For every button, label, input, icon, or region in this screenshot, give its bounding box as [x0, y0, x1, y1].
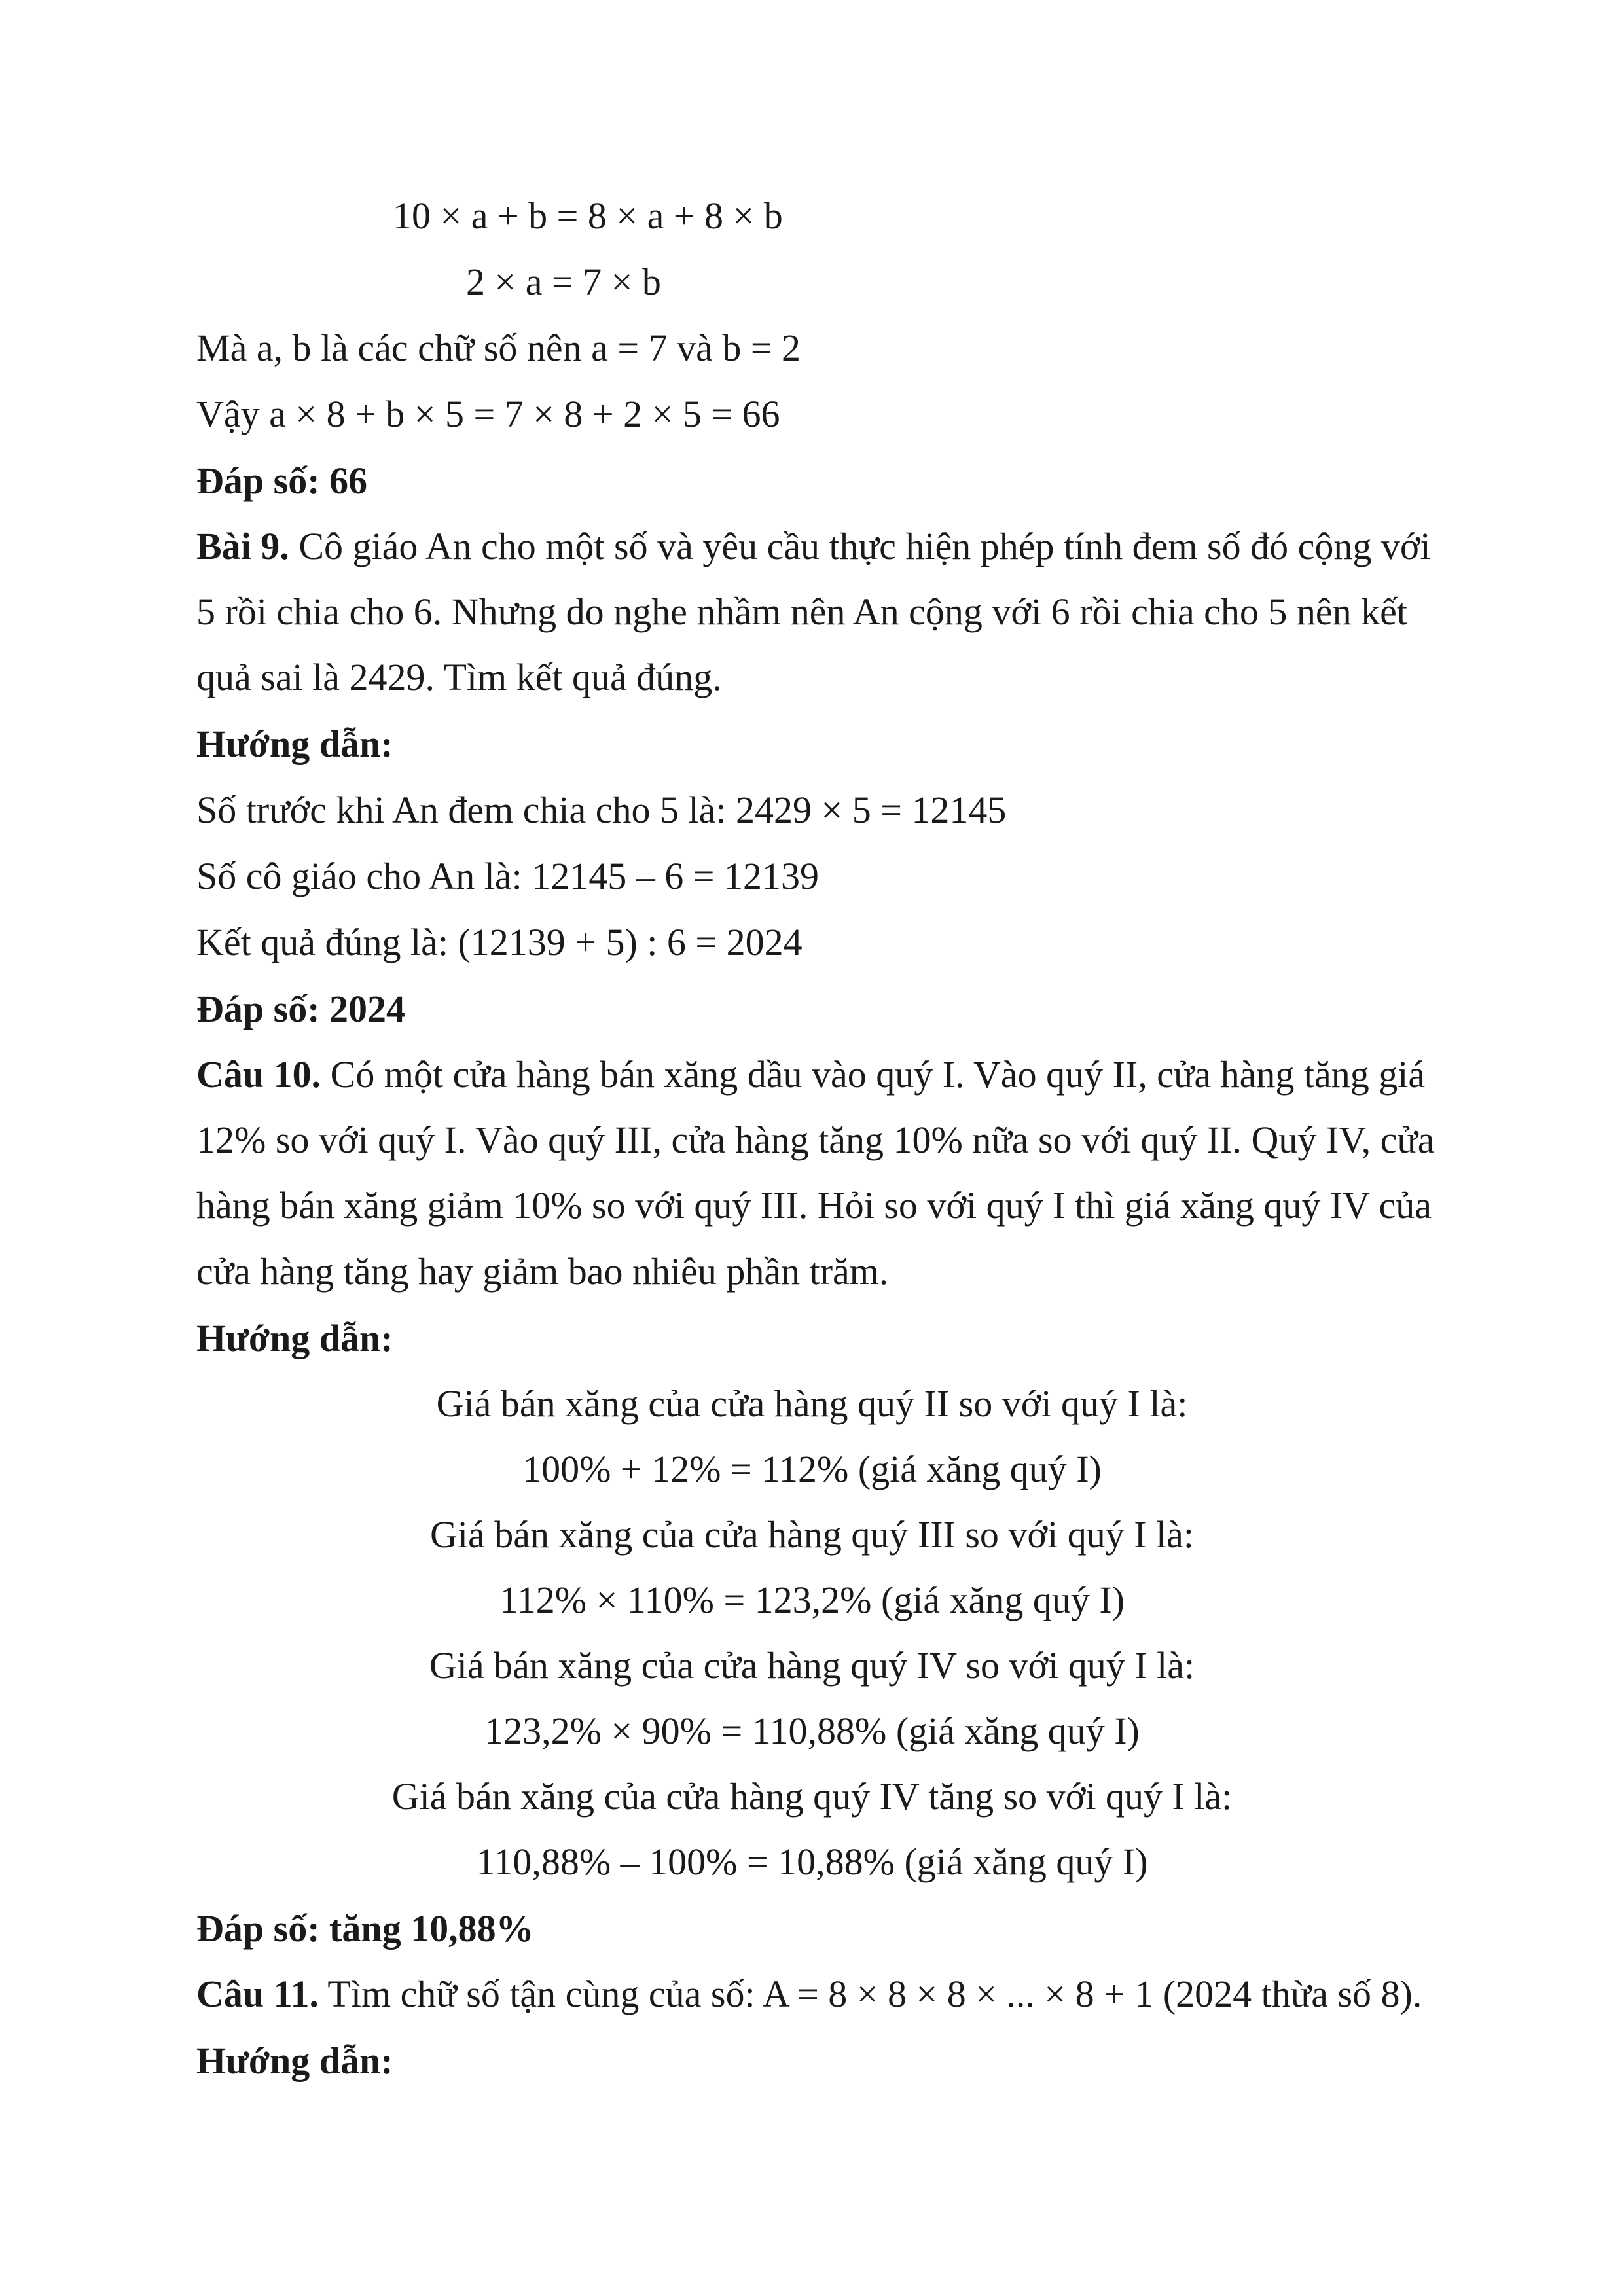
cau-10-solution-2: 100% + 12% = 112% (giá xăng quý I)	[522, 1448, 1102, 1490]
bai-9-line-2: 5 rồi chia cho 6. Nhưng do nghe nhầm nên An cộng với 6 rồi chia cho 5 nên kết	[196, 590, 1408, 633]
conclusion-line: Vậy a × 8 + b × 5 = 7 × 8 + 2 × 5 = 66	[196, 393, 780, 435]
cau-10-label: Câu 10.	[196, 1053, 321, 1096]
digits-statement: Mà a, b là các chữ số nên a = 7 và b = 2	[196, 327, 801, 369]
cau-11-guide-heading: Hướng dẫn:	[196, 2039, 393, 2082]
answer-bai-8: Đáp số: 66	[196, 459, 368, 502]
cau-10-text-1: Có một cửa hàng bán xăng dầu vào quý I. Vào quý II, cửa hàng tăng giá	[321, 1053, 1426, 1096]
cau-11-label: Câu 11.	[196, 1973, 319, 2015]
cau-10-line-2: 12% so với quý I. Vào quý III, cửa hàng tăng 10% nữa so với quý II. Quý IV, cửa	[196, 1119, 1435, 1161]
cau-10-solution-5: Giá bán xăng của cửa hàng quý IV so với quý I là:	[429, 1644, 1195, 1687]
cau-10-guide-heading: Hướng dẫn:	[196, 1317, 393, 1359]
cau-10-solution-8: 110,88% – 100% = 10,88% (giá xăng quý I)	[476, 1840, 1148, 1883]
bai-9-line-1	[196, 524, 1431, 569]
equation-line-1: 10 × a + b = 8 × a + 8 × b	[393, 194, 783, 237]
cau-10-solution-4: 112% × 110% = 123,2% (giá xăng quý I)	[499, 1579, 1125, 1621]
answer-bai-9: Đáp số: 2024	[196, 988, 406, 1030]
cau-11-text: Tìm chữ số tận cùng của số: A = 8 × 8 × 8 × ... × 8 + 1 (2024 thừa số 8).	[318, 1973, 1422, 2015]
cau-10-solution-7: Giá bán xăng của cửa hàng quý IV tăng so với quý I là:	[391, 1775, 1233, 1818]
bai-9-label: Bài 9.	[196, 525, 289, 567]
cau-10-solution-6: 123,2% × 90% = 110,88% (giá xăng quý I)	[484, 1710, 1140, 1752]
cau-10-line-3: hàng bán xăng giảm 10% so với quý III. Hỏi so với quý I thì giá xăng quý IV của	[196, 1184, 1432, 1227]
bai-9-line-3: quả sai là 2429. Tìm kết quả đúng.	[196, 656, 722, 698]
answer-cau-10: Đáp số: tăng 10,88%	[196, 1907, 534, 1950]
equation-line-2: 2 × a = 7 × b	[466, 260, 661, 303]
bai-9-guide-heading: Hướng dẫn:	[196, 723, 393, 765]
bai-9-text-1: Cô giáo An cho một số và yêu cầu thực hiện phép tính đem số đó cộng với	[289, 525, 1431, 567]
cau-10-solution-3: Giá bán xăng của cửa hàng quý III so với quý I là:	[430, 1513, 1194, 1556]
bai-9-step-1: Số trước khi An đem chia cho 5 là: 2429 × 5 = 12145	[196, 789, 1007, 831]
cau-11-line	[196, 1971, 1422, 2017]
bai-9-step-2: Số cô giáo cho An là: 12145 – 6 = 12139	[196, 855, 819, 897]
cau-10-line-4: cửa hàng tăng hay giảm bao nhiêu phần trăm.	[196, 1250, 889, 1293]
cau-10-line-1	[196, 1052, 1425, 1098]
cau-10-solution-1: Giá bán xăng của cửa hàng quý II so với quý I là:	[436, 1382, 1188, 1425]
bai-9-step-3: Kết quả đúng là: (12139 + 5) : 6 = 2024	[196, 921, 803, 963]
